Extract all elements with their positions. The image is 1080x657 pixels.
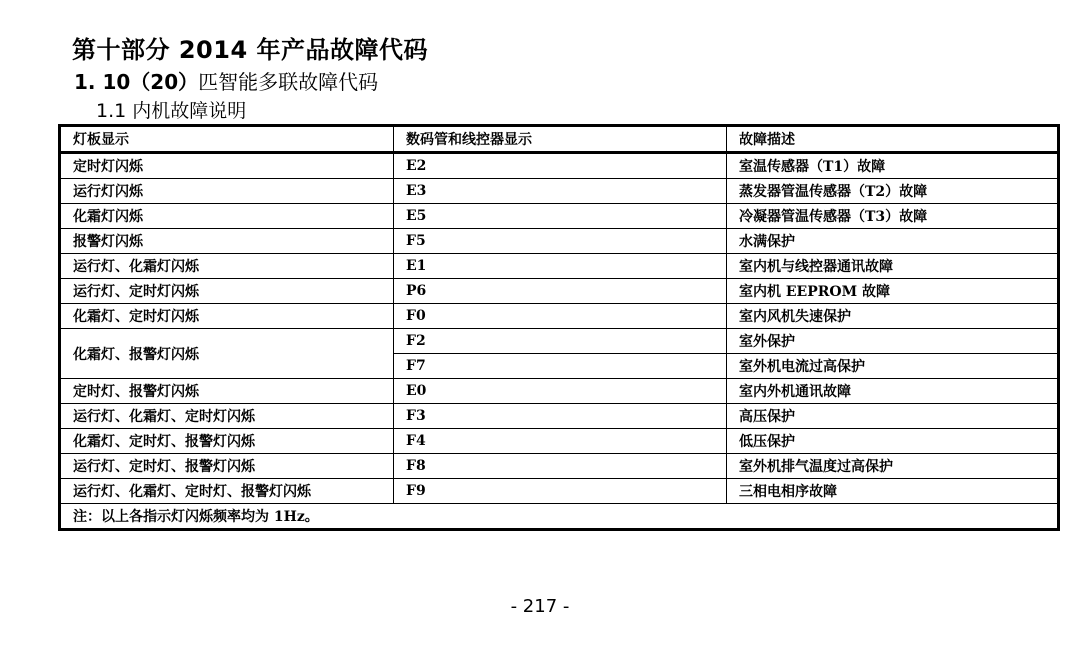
cell-desc: 室外机排气温度过高保护 (727, 454, 1059, 479)
cell-lamp: 化霜灯、定时灯、报警灯闪烁 (60, 429, 394, 454)
table-row (60, 429, 1059, 454)
table-row (60, 404, 1059, 429)
cell-code: F4 (394, 429, 727, 454)
table-row (60, 329, 1059, 354)
cell-desc: 室外机电流过高保护 (727, 354, 1059, 379)
cell-lamp: 化霜灯、报警灯闪烁 (60, 329, 394, 379)
fault-code-table (58, 124, 1060, 531)
cell-desc: 蒸发器管温传感器（T2）故障 (727, 179, 1059, 204)
cell-desc: 室温传感器（T1）故障 (727, 153, 1059, 179)
section-title: 第十部分 2014 年产品故障代码 (72, 36, 429, 64)
cell-code: P6 (394, 279, 727, 304)
header-lamp: 灯板显示 (60, 126, 394, 153)
cell-desc: 高压保护 (727, 404, 1059, 429)
cell-lamp: 化霜灯、定时灯闪烁 (60, 304, 394, 329)
cell-desc: 冷凝器管温传感器（T3）故障 (727, 204, 1059, 229)
page-number: - 217 - (510, 596, 570, 617)
cell-code: F9 (394, 479, 727, 504)
table-row (60, 229, 1059, 254)
table-row (60, 204, 1059, 229)
cell-desc: 室内机与线控器通讯故障 (727, 254, 1059, 279)
cell-desc: 三相电相序故障 (727, 479, 1059, 504)
subsection-number: 1. 10（20） (74, 70, 199, 94)
header-code: 数码管和线控器显示 (394, 126, 727, 153)
table-row (60, 279, 1059, 304)
cell-code: F2 (394, 329, 727, 354)
cell-desc: 室外保护 (727, 329, 1059, 354)
table-row (60, 479, 1059, 504)
table-note: 注：以上各指示灯闪烁频率均为 1Hz。 (60, 504, 1059, 530)
cell-lamp: 运行灯、化霜灯、定时灯、报警灯闪烁 (60, 479, 394, 504)
cell-desc: 水满保护 (727, 229, 1059, 254)
table-row (60, 379, 1059, 404)
cell-lamp: 报警灯闪烁 (60, 229, 394, 254)
cell-code: F5 (394, 229, 727, 254)
subsubsection-title: 1.1 内机故障说明 (96, 100, 247, 122)
subsection-text: 匹智能多联故障代码 (198, 70, 379, 94)
cell-code: E3 (394, 179, 727, 204)
cell-lamp: 定时灯闪烁 (60, 153, 394, 179)
cell-lamp: 定时灯、报警灯闪烁 (60, 379, 394, 404)
cell-desc: 低压保护 (727, 429, 1059, 454)
cell-lamp: 运行灯闪烁 (60, 179, 394, 204)
cell-code: E0 (394, 379, 727, 404)
cell-code: F0 (394, 304, 727, 329)
header-desc: 故障描述 (727, 126, 1059, 153)
cell-code: E2 (394, 153, 727, 179)
cell-code: F3 (394, 404, 727, 429)
cell-lamp: 运行灯、定时灯、报警灯闪烁 (60, 454, 394, 479)
table-row (60, 179, 1059, 204)
cell-lamp: 运行灯、定时灯闪烁 (60, 279, 394, 304)
table-header-row (60, 126, 1059, 153)
cell-desc: 室内风机失速保护 (727, 304, 1059, 329)
subsection-title (74, 66, 378, 95)
cell-lamp: 化霜灯闪烁 (60, 204, 394, 229)
table-row (60, 304, 1059, 329)
table-row (60, 254, 1059, 279)
cell-code: F7 (394, 354, 727, 379)
cell-code: E5 (394, 204, 727, 229)
cell-lamp: 运行灯、化霜灯闪烁 (60, 254, 394, 279)
cell-lamp: 运行灯、化霜灯、定时灯闪烁 (60, 404, 394, 429)
cell-code: F8 (394, 454, 727, 479)
table-note-row (60, 504, 1059, 530)
table-row (60, 153, 1059, 179)
cell-desc: 室内机 EEPROM 故障 (727, 279, 1059, 304)
cell-code: E1 (394, 254, 727, 279)
table-row (60, 454, 1059, 479)
cell-desc: 室内外机通讯故障 (727, 379, 1059, 404)
